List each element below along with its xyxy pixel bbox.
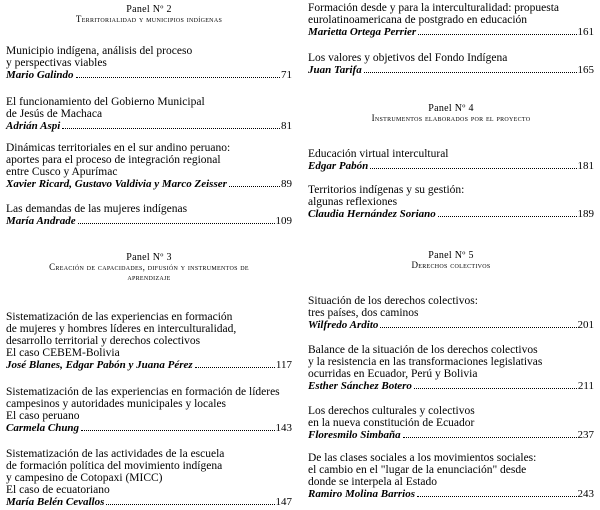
entry-author-line [308,429,594,441]
entry-title: Los valores y objetivos del Fondo Indígena [308,52,508,64]
entry-page-number: 71 [281,69,292,81]
dot-leader [76,77,280,78]
dot-leader [370,168,576,169]
entry-author-line [308,208,594,220]
toc-entry[interactable] [6,142,292,190]
entry-title: Municipio indígena, análisis del proceso y perspectivas viables [6,45,193,69]
entry-author: Floresmilo Simbaña [308,429,401,441]
toc-entry[interactable] [6,448,292,508]
entry-title: Sistematización de las experiencias en formación de mujeres y hombres líderes en interculturalidad, desarrollo territorial y derechos colectivos El caso CEBEM-Bolivia [6,311,237,359]
entry-author-line [6,496,292,508]
toc-entry[interactable] [6,386,292,434]
dot-leader [62,128,280,129]
entry-page-number: 147 [275,496,292,508]
entry-page-number: 81 [281,120,292,132]
dot-leader [78,223,275,224]
toc-entry[interactable] [308,405,594,441]
entry-author-line [6,178,292,190]
entry-page-number: 143 [275,422,292,434]
entry-author: Xavier Ricard, Gustavo Valdivia y Marco Zeisser [6,178,227,190]
dot-leader [81,430,274,431]
dot-leader [414,388,577,389]
entry-title: Situación de los derechos colectivos: tres países, dos caminos [308,295,478,319]
entry-page-number: 201 [577,319,594,331]
panel-title: Derechos colectivos [411,260,491,270]
dot-leader [229,186,280,187]
entry-author-line [6,215,292,227]
entry-title: El funcionamiento del Gobierno Municipal de Jesús de Machaca [6,96,205,120]
entry-title: Los derechos culturales y colectivos en la nueva constitución de Ecuador [308,405,475,429]
panel-label: Panel Nº 4 [428,103,474,114]
panel-3-heading [6,252,292,283]
entry-author-line [6,422,292,434]
entry-title: De las clases sociales a los movimientos sociales: el cambio en el "lugar de la enunciación" desde donde se interpela al Estado [308,452,537,488]
entry-author: Esther Sánchez Botero [308,380,412,392]
entry-title: Educación virtual intercultural [308,148,449,160]
entry-author-line [6,69,292,81]
entry-author-line [6,359,292,371]
entry-author-line [308,380,594,392]
toc-entry[interactable] [6,311,292,371]
entry-author: Ramiro Molina Barrios [308,488,415,500]
toc-entry[interactable] [6,45,292,81]
toc-entry[interactable] [308,452,594,500]
entry-author: Carmela Chung [6,422,80,434]
dot-leader [438,216,577,217]
toc-entry[interactable] [308,344,594,392]
entry-page-number: 165 [577,64,594,76]
entry-page-number: 243 [577,488,594,500]
entry-title: Sistematización de las experiencias en formación de líderes campesinos y autoridades municipales y locales El caso peruano [6,386,280,422]
dot-leader [364,72,577,73]
panel-2-heading [6,4,292,25]
entry-page-number: 189 [577,208,594,220]
entry-author-line [308,64,594,76]
dot-leader [417,496,577,497]
dot-leader [403,437,577,438]
entry-title: Dinámicas territoriales en el sur andino peruano: aportes para el proceso de integración regional entre Cusco y Apurímac [6,142,231,178]
entry-title: Las demandas de las mujeres indígenas [6,203,188,215]
entry-author: Mario Galindo [6,69,74,81]
entry-author-line [308,488,594,500]
entry-author-line [6,120,292,132]
toc-entry[interactable] [6,96,292,132]
entry-page-number: 237 [577,429,594,441]
entry-author: Juan Tarifa [308,64,362,76]
entry-title: Territorios indígenas y su gestión: algunas reflexiones [308,184,465,208]
panel-title: Instrumentos elaborados por el proyecto [371,113,531,123]
entry-page-number: 161 [577,26,594,38]
dot-leader [418,34,576,35]
panel-label: Panel Nº 3 [126,252,172,263]
entry-author: María Andrade [6,215,76,227]
panel-title: Creación de capacidades, difusión y instrumentos de aprendizaje [49,262,249,282]
entry-author: Marietta Ortega Perrier [308,26,417,38]
entry-page-number: 109 [275,215,292,227]
dot-leader [195,367,275,368]
panel-5-heading [308,250,594,271]
dot-leader [380,327,576,328]
panel-4-heading [308,103,594,124]
toc-entry[interactable] [308,295,594,331]
entry-author-line [308,160,594,172]
entry-page-number: 117 [275,359,292,371]
entry-title: Formación desde y para la interculturalidad: propuesta eurolatinoamericana de postgrado en educación [308,2,559,26]
entry-page-number: 211 [577,380,594,392]
entry-author-line [308,26,594,38]
entry-author-line [308,319,594,331]
entry-title: Sistematización de las actividades de la escuela de formación política del movimiento indígena y campesino de Cotopaxi (MICC) El caso de ecuatoriano [6,448,225,496]
entry-author: Wilfredo Ardito [308,319,379,331]
toc-entry[interactable] [308,184,594,220]
entry-author: Edgar Pabón [308,160,369,172]
entry-author: María Belén Cevallos [6,496,105,508]
panel-label: Panel Nº 5 [428,250,474,261]
panel-label: Panel Nº 2 [126,4,172,15]
dot-leader [106,504,274,505]
entry-author: José Blanes, Edgar Pabón y Juana Pérez [6,359,193,371]
panel-title: Territorialidad y municipios indígenas [75,14,223,24]
entry-title: Balance de la situación de los derechos colectivos y la resistencia en las transformaciones legislativas ocurridas en Ecuador, Perú y Bolivia [308,344,543,380]
entry-page-number: 181 [577,160,594,172]
entry-author: Claudia Hernández Soriano [308,208,436,220]
entry-page-number: 89 [281,178,292,190]
toc-entry[interactable] [6,203,292,227]
toc-entry[interactable] [308,52,594,76]
entry-author: Adrián Aspi [6,120,61,132]
toc-entry[interactable] [308,2,594,38]
toc-entry[interactable] [308,148,594,172]
